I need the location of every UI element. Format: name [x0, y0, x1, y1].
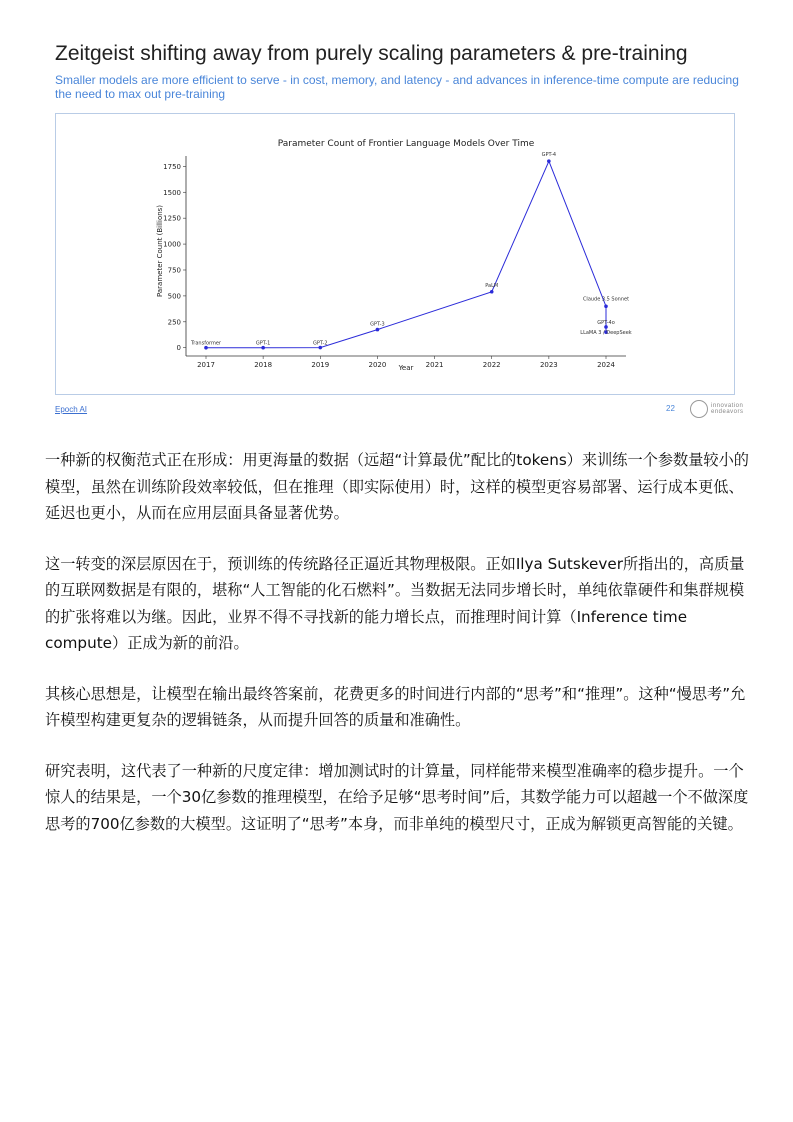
data-label: GPT-2 — [313, 340, 328, 347]
x-tick-label: 2022 — [482, 361, 501, 369]
x-tick-label: 2018 — [254, 361, 273, 369]
x-tick-label: 2023 — [539, 361, 558, 369]
x-tick-label: 2024 — [597, 361, 615, 369]
x-tick-label: 2021 — [425, 361, 444, 369]
data-point — [604, 304, 608, 308]
data-label: GPT-4o — [597, 319, 615, 326]
logo-text-line1: innovation — [711, 403, 744, 409]
chart-axes — [163, 156, 626, 369]
data-point — [490, 290, 494, 294]
data-label: PaLM — [485, 282, 499, 289]
y-tick-label: 500 — [167, 292, 181, 301]
x-tick-label: 2017 — [197, 361, 215, 369]
paragraph-3: 其核心思想是，让模型在输出最终答案前，花费更多的时间进行内部的“思考”和“推理”。这种“慢思考”允许模型构建更复杂的逻辑链条，从而提升回答的质量和准确性。 — [45, 684, 746, 729]
chart-title: Parameter Count of Frontier Language Models Over Time — [277, 139, 535, 149]
data-point — [376, 328, 380, 332]
y-axis-label: Parameter Count (Billions) — [156, 204, 164, 298]
y-tick-label: 750 — [167, 266, 181, 275]
body-text — [45, 447, 750, 861]
paragraph-4: 研究表明，这代表了一种新的尺度定律：增加测试时的计算量，同样能带来模型准确率的稳步提升。一个惊人的结果是，一个30亿参数的推理模型，在给予足够“思考时间”后，其数学能力可以超越一个不做深度思考的700亿参数的大模型。这证明了“思考”本身，而非单纯的模型尺寸，正成为解锁更高智能的关键。 — [45, 761, 749, 833]
y-tick-label: 1250 — [163, 214, 181, 223]
y-tick-label: 0 — [176, 344, 181, 353]
data-label: GPT-3 — [370, 321, 385, 328]
slide-title: Zeitgeist shifting away from purely scaling parameters & pre-training — [55, 42, 688, 65]
data-label: Transformer — [190, 340, 222, 347]
parameter-count-chart — [56, 114, 734, 394]
paragraph-1: 一种新的权衡范式正在形成：用更海量的数据（远超“计算最优”配比的tokens）来训练一个参数量较小的模型，虽然在训练阶段效率较低，但在推理（即实际使用）时，这样的模型更容易部署、运行成本更低、延迟也更小，从而在应用层面具备显著优势。 — [45, 451, 749, 522]
slide-subtitle: Smaller models are more efficient to serve - in cost, memory, and latency - and advances in inference-time compute are reducing the need to max out pre-training — [55, 73, 739, 101]
y-tick-label: 1500 — [163, 188, 181, 197]
y-tick-label: 1000 — [163, 240, 181, 249]
y-tick-label: 1750 — [163, 162, 181, 171]
chart-frame — [55, 113, 735, 395]
x-axis-label: Year — [398, 364, 414, 372]
source-link[interactable]: Epoch AI — [55, 405, 88, 414]
series-line — [206, 161, 606, 348]
data-label: Claude 3.5 Sonnet — [582, 296, 630, 303]
chart-series — [190, 152, 632, 349]
data-label: GPT-4 — [541, 152, 557, 159]
data-label: GPT-1 — [255, 340, 271, 347]
data-label: LLaMA 3 / DeepSeek — [580, 330, 632, 337]
data-point — [547, 159, 551, 163]
y-tick-label: 250 — [167, 318, 181, 327]
paragraph-2: 这一转变的深层原因在于，预训练的传统路径正逼近其物理极限。正如Ilya Sutskever所指出的，高质量的互联网数据是有限的，堪称“人工智能的化石燃料”。当数据无法同步增长时，单纯依靠硬件和集群规模的扩张将难以为继。因此，业界不得不寻找新的能力增长点，而推理时间计算（Inference time compute）正成为新的前沿。 — [45, 554, 745, 652]
logo-text-line2: endeavors — [711, 409, 744, 415]
page-number: 22 — [666, 404, 675, 413]
x-tick-label: 2019 — [311, 361, 330, 369]
logo-text — [711, 403, 744, 415]
innovation-endeavors-logo — [690, 400, 750, 420]
logo-circle-icon — [690, 400, 708, 418]
x-tick-label: 2020 — [368, 361, 387, 369]
